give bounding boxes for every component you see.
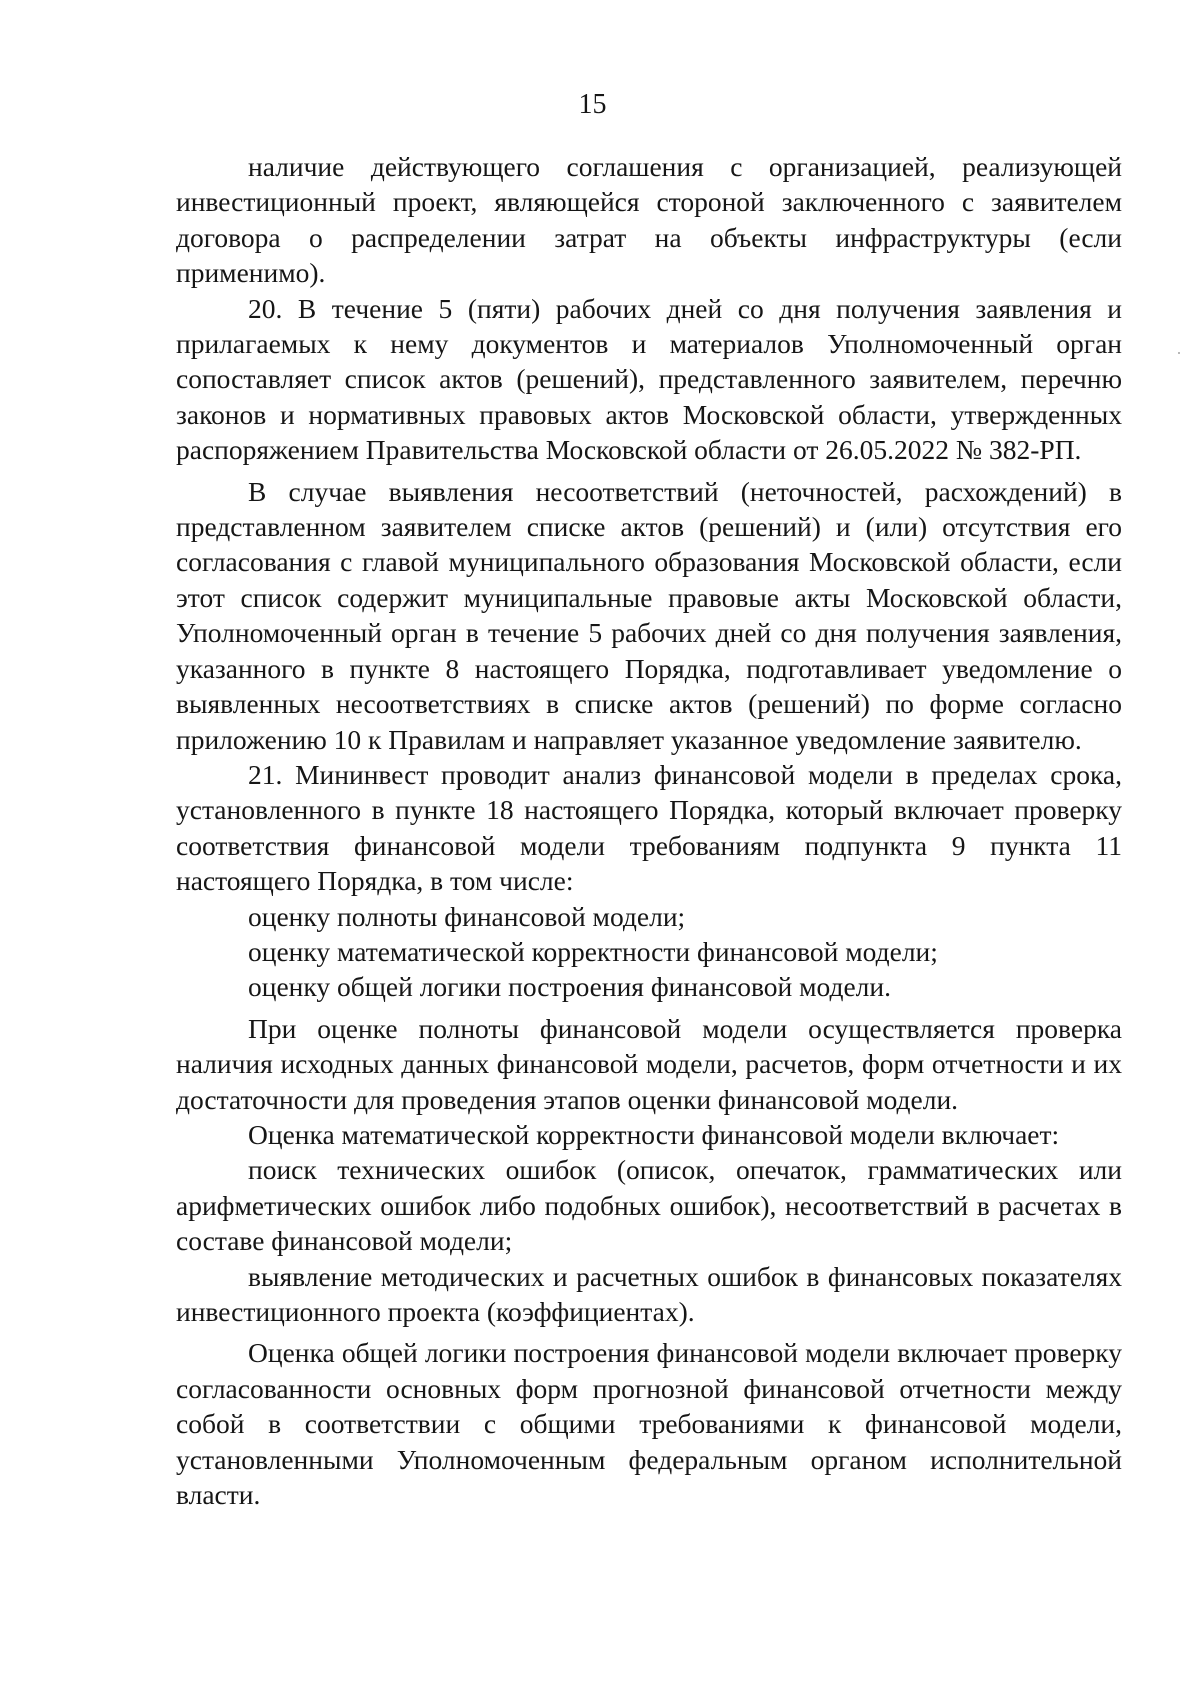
scan-artifact [1178, 352, 1180, 354]
list-item-technical-errors: поиск технических ошибок (описок, опечаток, грамматических или арифметических ошибок либо подобных ошибок), несоответствий в расчетах в составе финансовой модели; [176, 1154, 1122, 1257]
list-item-math-correctness: оценку математической корректности финансовой модели; [248, 935, 938, 967]
paragraph-completeness-check: При оценке полноты финансовой модели осуществляется проверка наличия исходных данных финансовой модели, расчетов, форм отчетности и их достаточности для проведения этапов оценки финансовой модели. [176, 1012, 1122, 1115]
paragraph-item-20: 20. В течение 5 (пяти) рабочих дней со дня получения заявления и прилагаемых к нему документов и материалов Уполномоченный орган сопоставляет список актов (решений), представленного заявителем, перечню законов и нормативных правовых актов Московской области, утвержденных распоряжением Правительства Московской области от 26.05.2022 № 382-РП. [176, 292, 1122, 466]
list-item-methodical-errors: выявление методических и расчетных ошибок в финансовых показателях инвестиционного проекта (коэффициентах). [176, 1260, 1122, 1327]
paragraph-math-correctness-intro: Оценка математической корректности финансовой модели включает: [248, 1118, 1060, 1150]
list-item-general-logic: оценку общей логики построения финансовой модели. [248, 971, 891, 1003]
paragraph-agreement-condition: наличие действующего соглашения с организацией, реализующей инвестиционный проект, являющейся стороной заключенного с заявителем договора о распределении затрат на объекты инфраструктуры (если применимо). [176, 151, 1122, 289]
paragraph-general-logic: Оценка общей логики построения финансовой модели включает проверку согласованности основных форм прогнозной финансовой отчетности между собой в соответствии с общими требованиями к финансовой модели, установленными Уполномоченным федеральным органом исполнительной власти. [176, 1337, 1122, 1511]
list-item-completeness: оценку полноты финансовой модели; [248, 900, 686, 932]
document-body [176, 149, 1122, 1512]
paragraph-item-21: 21. Мининвест проводит анализ финансовой модели в пределах срока, установленного в пункте 18 настоящего Порядка, который включает проверку соответствия финансовой модели требованиям подпункта 9 пункта 11 настоящего Порядка, в том числе: [176, 758, 1122, 897]
page-number: 15 [578, 89, 607, 120]
paragraph-discrepancies: В случае выявления несоответствий (неточностей, расхождений) в представленном заявителем списке актов (решений) и (или) отсутствия его согласования с главой муниципального образования Московской области, если этот список содержит муниципальные правовые акты Московской области, Уполномоченный орган в течение 5 рабочих дней со дня получения заявления, указанного в пункте 8 настоящего Порядка, подготавливает уведомление о выявленных несоответствиях в списке актов (решений) по форме согласно приложению 10 к Правилам и направляет указанное уведомление заявителю. [176, 475, 1122, 755]
